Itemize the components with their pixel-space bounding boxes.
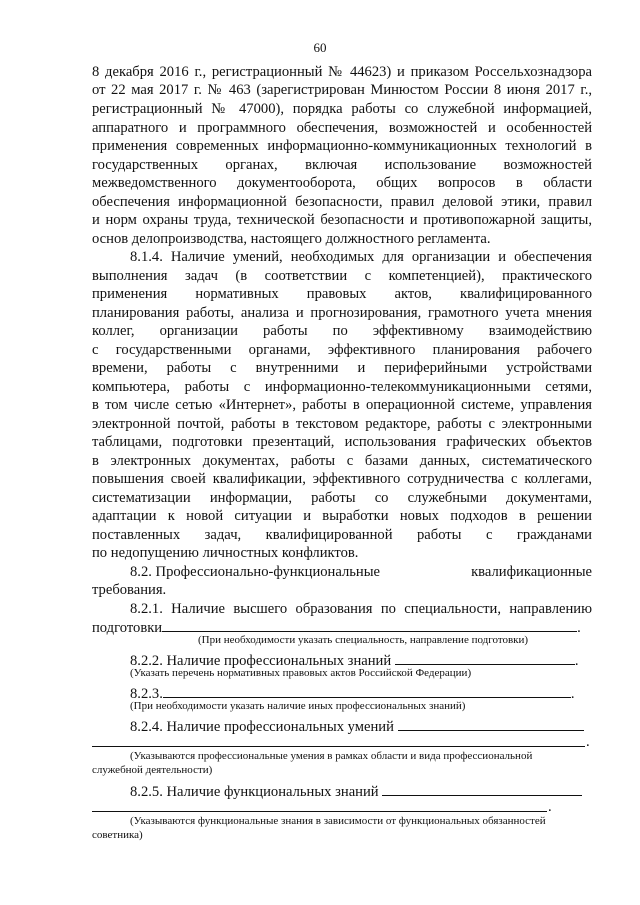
text-line: государственных органах, включая использование возможностей: [92, 157, 592, 173]
text-line: применения современных информационно-коммуникационных технологий в: [92, 138, 592, 154]
item-text-part: 8.2.5. Наличие функциональных знаний: [130, 784, 379, 800]
item-end: .: [586, 734, 590, 750]
text-line: 8 декабря 2016 г., регистрационный № 44623) и приказом Россельхознадзора: [92, 64, 592, 80]
text-line: планирования работы, анализа и прогнозирования, грамотного учета мнения: [92, 305, 592, 321]
text-line: повышения своей квалификации, эффективного сотрудничества с коллегами,: [92, 471, 592, 487]
text-line: и норм охраны труда, технической безопасности и противопожарной защиты,: [92, 212, 592, 228]
fill-in-blank[interactable]: [163, 684, 571, 698]
section-heading-cont: требования.: [92, 582, 167, 598]
item-text-part: 8.2.4. Наличие профессиональных умений: [130, 719, 394, 735]
item-end: .: [570, 686, 575, 702]
fill-in-blank[interactable]: [162, 618, 577, 632]
text-line: систематизации информации, работы со служебными документами,: [92, 490, 592, 506]
text-line: обеспечения информационной безопасности, правил деловой этики, правил: [92, 194, 592, 210]
item-text: [130, 782, 592, 801]
text-line: времени, работы с внутренними и периферийными устройствами: [92, 360, 592, 376]
fill-in-blank[interactable]: [395, 651, 575, 665]
item-text-part: подготовки: [92, 620, 163, 636]
page-number: 60: [313, 40, 327, 55]
fill-in-blank[interactable]: [398, 717, 584, 731]
item-text-part: 8.2.2. Наличие профессиональных знаний: [130, 653, 392, 669]
text-line: межведомственного документооборота, общих вопросов в области: [92, 175, 592, 191]
item-text: [130, 717, 592, 736]
field-note: советника): [92, 829, 143, 841]
field-note: (Указываются функциональные знания в зависимости от функциональных обязанностей: [130, 815, 546, 827]
item-end: .: [574, 653, 579, 669]
text-line: коллег, организации работы по эффективному взаимодействию: [92, 323, 592, 339]
field-note: (При необходимости указать наличие иных профессиональных знаний): [130, 700, 466, 712]
fill-in-blank[interactable]: [382, 782, 582, 796]
text-line: таблицами, подготовки презентаций, использования графических объектов: [92, 434, 592, 450]
text-line: выполнения задач (в соответствии с компетенцией), практического: [92, 268, 592, 284]
text-line: с государственными органами, эффективного планирования рабочего: [92, 342, 592, 358]
field-note: служебной деятельности): [92, 764, 213, 776]
item-text-part: 8.2.3.: [130, 686, 163, 702]
field-note: (Указать перечень нормативных правовых актов Российской Федерации): [130, 667, 472, 679]
text-line: основ делопроизводства, настоящего должностного регламента.: [92, 231, 491, 247]
text-line: регистрационный № 47000), порядка работы со служебной информацией,: [92, 101, 592, 117]
text-line: по недопущению личностных конфликтов.: [92, 545, 359, 561]
section-heading-left: 8.2. Профессионально-функциональные: [130, 564, 381, 580]
item-text: 8.2.1. Наличие высшего образования по специальности, направлению: [130, 601, 592, 617]
section-heading-right: квалификационные: [471, 564, 592, 580]
text-line: электронной почтой, работы в текстовом редакторе, работы с электронными: [92, 416, 592, 432]
fill-in-line[interactable]: [92, 811, 547, 812]
fill-in-line[interactable]: [92, 746, 585, 747]
text-line: от 22 мая 2017 г. № 463 (зарегистрирован Минюстом России 8 июня 2017 г.,: [92, 82, 592, 98]
item-end: .: [577, 620, 581, 636]
text-line: адаптации к новой ситуации и выработки новых подходов в решении: [92, 508, 592, 524]
text-line: компьютера, работы с информационно-телекоммуникационными сетями,: [92, 379, 592, 395]
text-line: в том числе сетью «Интернет», работы в операционной системе, управления: [92, 397, 592, 413]
text-line: 8.1.4. Наличие умений, необходимых для организации и обеспечения: [130, 249, 592, 265]
text-line: в электронных документах, работы с базами данных, систематического: [92, 453, 592, 469]
text-line: аппаратного и программного обеспечения, возможностей и особенностей: [92, 120, 592, 136]
item-end: .: [548, 799, 552, 815]
text-line: применения нормативных правовых актов, квалифицированного: [92, 286, 592, 302]
text-line: поставленных задач, квалифицированной работы с гражданами: [92, 527, 592, 543]
field-note: (При необходимости указать специальность, направление подготовки): [198, 634, 529, 646]
field-note: (Указываются профессиональные умения в рамках области и вида профессиональной: [130, 750, 533, 762]
